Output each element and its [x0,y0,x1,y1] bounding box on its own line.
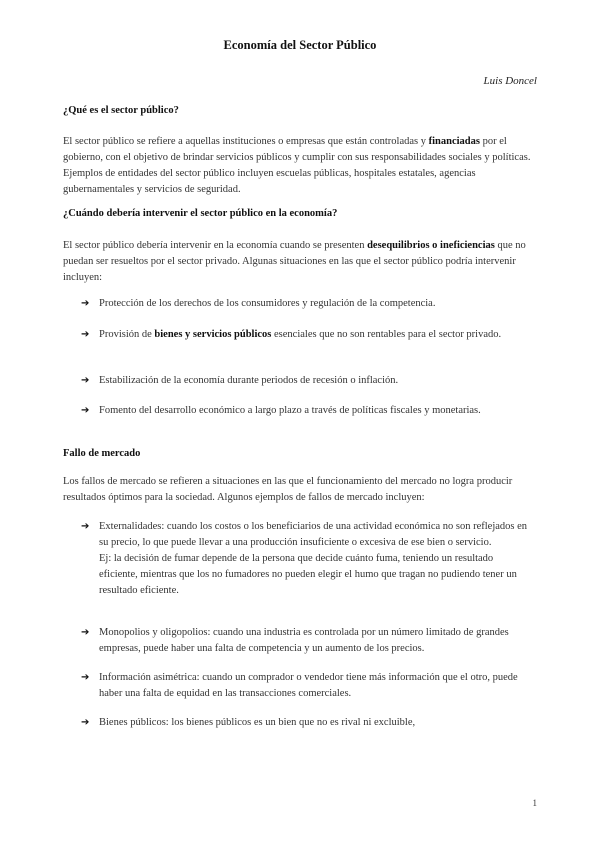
arrow-bullet-icon: ➔ [81,405,90,416]
list-item-text [99,519,531,599]
bold-term: financiadas [428,136,480,147]
text-run: El sector público se refiere a aquellas instituciones o empresas que están controladas y [63,136,429,147]
arrow-bullet-icon: ➔ [81,672,90,683]
text-run: El sector público debería intervenir en la economía cuando se presenten [63,240,368,251]
arrow-bullet-icon: ➔ [81,521,90,532]
text-run: que no puedan ser resueltos por el sector privado. Algunas situaciones en las que el sector público podría intervenir incluyen: [63,240,526,283]
list-item-text: Estabilización de la economía durante periodos de recesión o inflación. [99,375,399,386]
arrow-bullet-icon: ➔ [81,717,90,728]
section-heading-market-failure: Fallo de mercado [63,448,141,459]
bold-term: desequilibrios o ineficiencias [367,240,495,251]
bold-term: bienes y servicios públicos [154,329,272,340]
arrow-bullet-icon: ➔ [81,375,90,386]
list-item [81,519,531,599]
author-name: Luis Doncel [483,75,537,87]
list-item [81,625,531,657]
externalities-example: Ej: la decisión de fumar depende de la persona que decide cuánto fuma, teniendo un resultado eficiente, mientras que los no fumadores no pueden elegir el humo que tragan no pudiendo tener un resultado eficiente. [99,553,517,596]
list-item-text: Protección de los derechos de los consumidores y regulación de la competencia. [99,298,436,309]
list-item [81,327,531,343]
arrow-bullet-icon: ➔ [81,298,90,309]
page-title: Economía del Sector Público [223,38,377,52]
externalities-text: Externalidades: cuando los costos o los beneficiarios de una actividad económica no son reflejados en su precio, lo que puede llevar a una producción insuficiente o excesiva de ese bien o servicio. [99,521,528,548]
text-run: Provisión de [99,329,155,340]
list-item-text [99,327,531,343]
list-item-text: Bienes públicos: los bienes públicos es un bien que no es rival ni excluible, [99,717,416,728]
arrow-bullet-icon: ➔ [81,329,90,340]
list-item-text: Fomento del desarrollo económico a largo plazo a través de políticas fiscales y monetarias. [99,405,481,416]
page-number: 1 [532,798,537,808]
list-item-text: Monopolios y oligopolios: cuando una industria es controlada por un número limitado de grandes empresas, puede haber una falta de competencia y un aumento de los precios. [99,627,509,654]
section-heading-when-intervene: ¿Cuándo debería intervenir el sector público en la economía? [63,208,338,219]
list-item [81,373,531,389]
text-run: por el gobierno, con el objetivo de brindar servicios públicos y cumplir con sus responsabilidades sociales y políticas. Ejemplos de entidades del sector público incluyen escuelas públicas, hospitales estatales, agencias gubernamentales y servicios de seguridad. [63,136,531,195]
list-item [81,403,531,419]
arrow-bullet-icon: ➔ [81,627,90,638]
list-item [81,296,531,312]
section-paragraph [63,238,538,286]
list-item-text: Información asimétrica: cuando un comprador o vendedor tiene más información que el otro, puede haber una falta de equidad en las transacciones comerciales. [99,672,518,699]
list-item [81,670,531,702]
section-paragraph: Los fallos de mercado se refieren a situaciones en las que el funcionamiento del mercado no logra producir resultados óptimos para la sociedad. Algunos ejemplos de fallos de mercado incluyen: [63,476,513,503]
section-paragraph [63,134,538,198]
section-heading-what-is-public-sector: ¿Qué es el sector público? [63,105,179,116]
list-item [81,715,531,731]
text-run: esenciales que no son rentables para el sector privado. [271,329,502,340]
